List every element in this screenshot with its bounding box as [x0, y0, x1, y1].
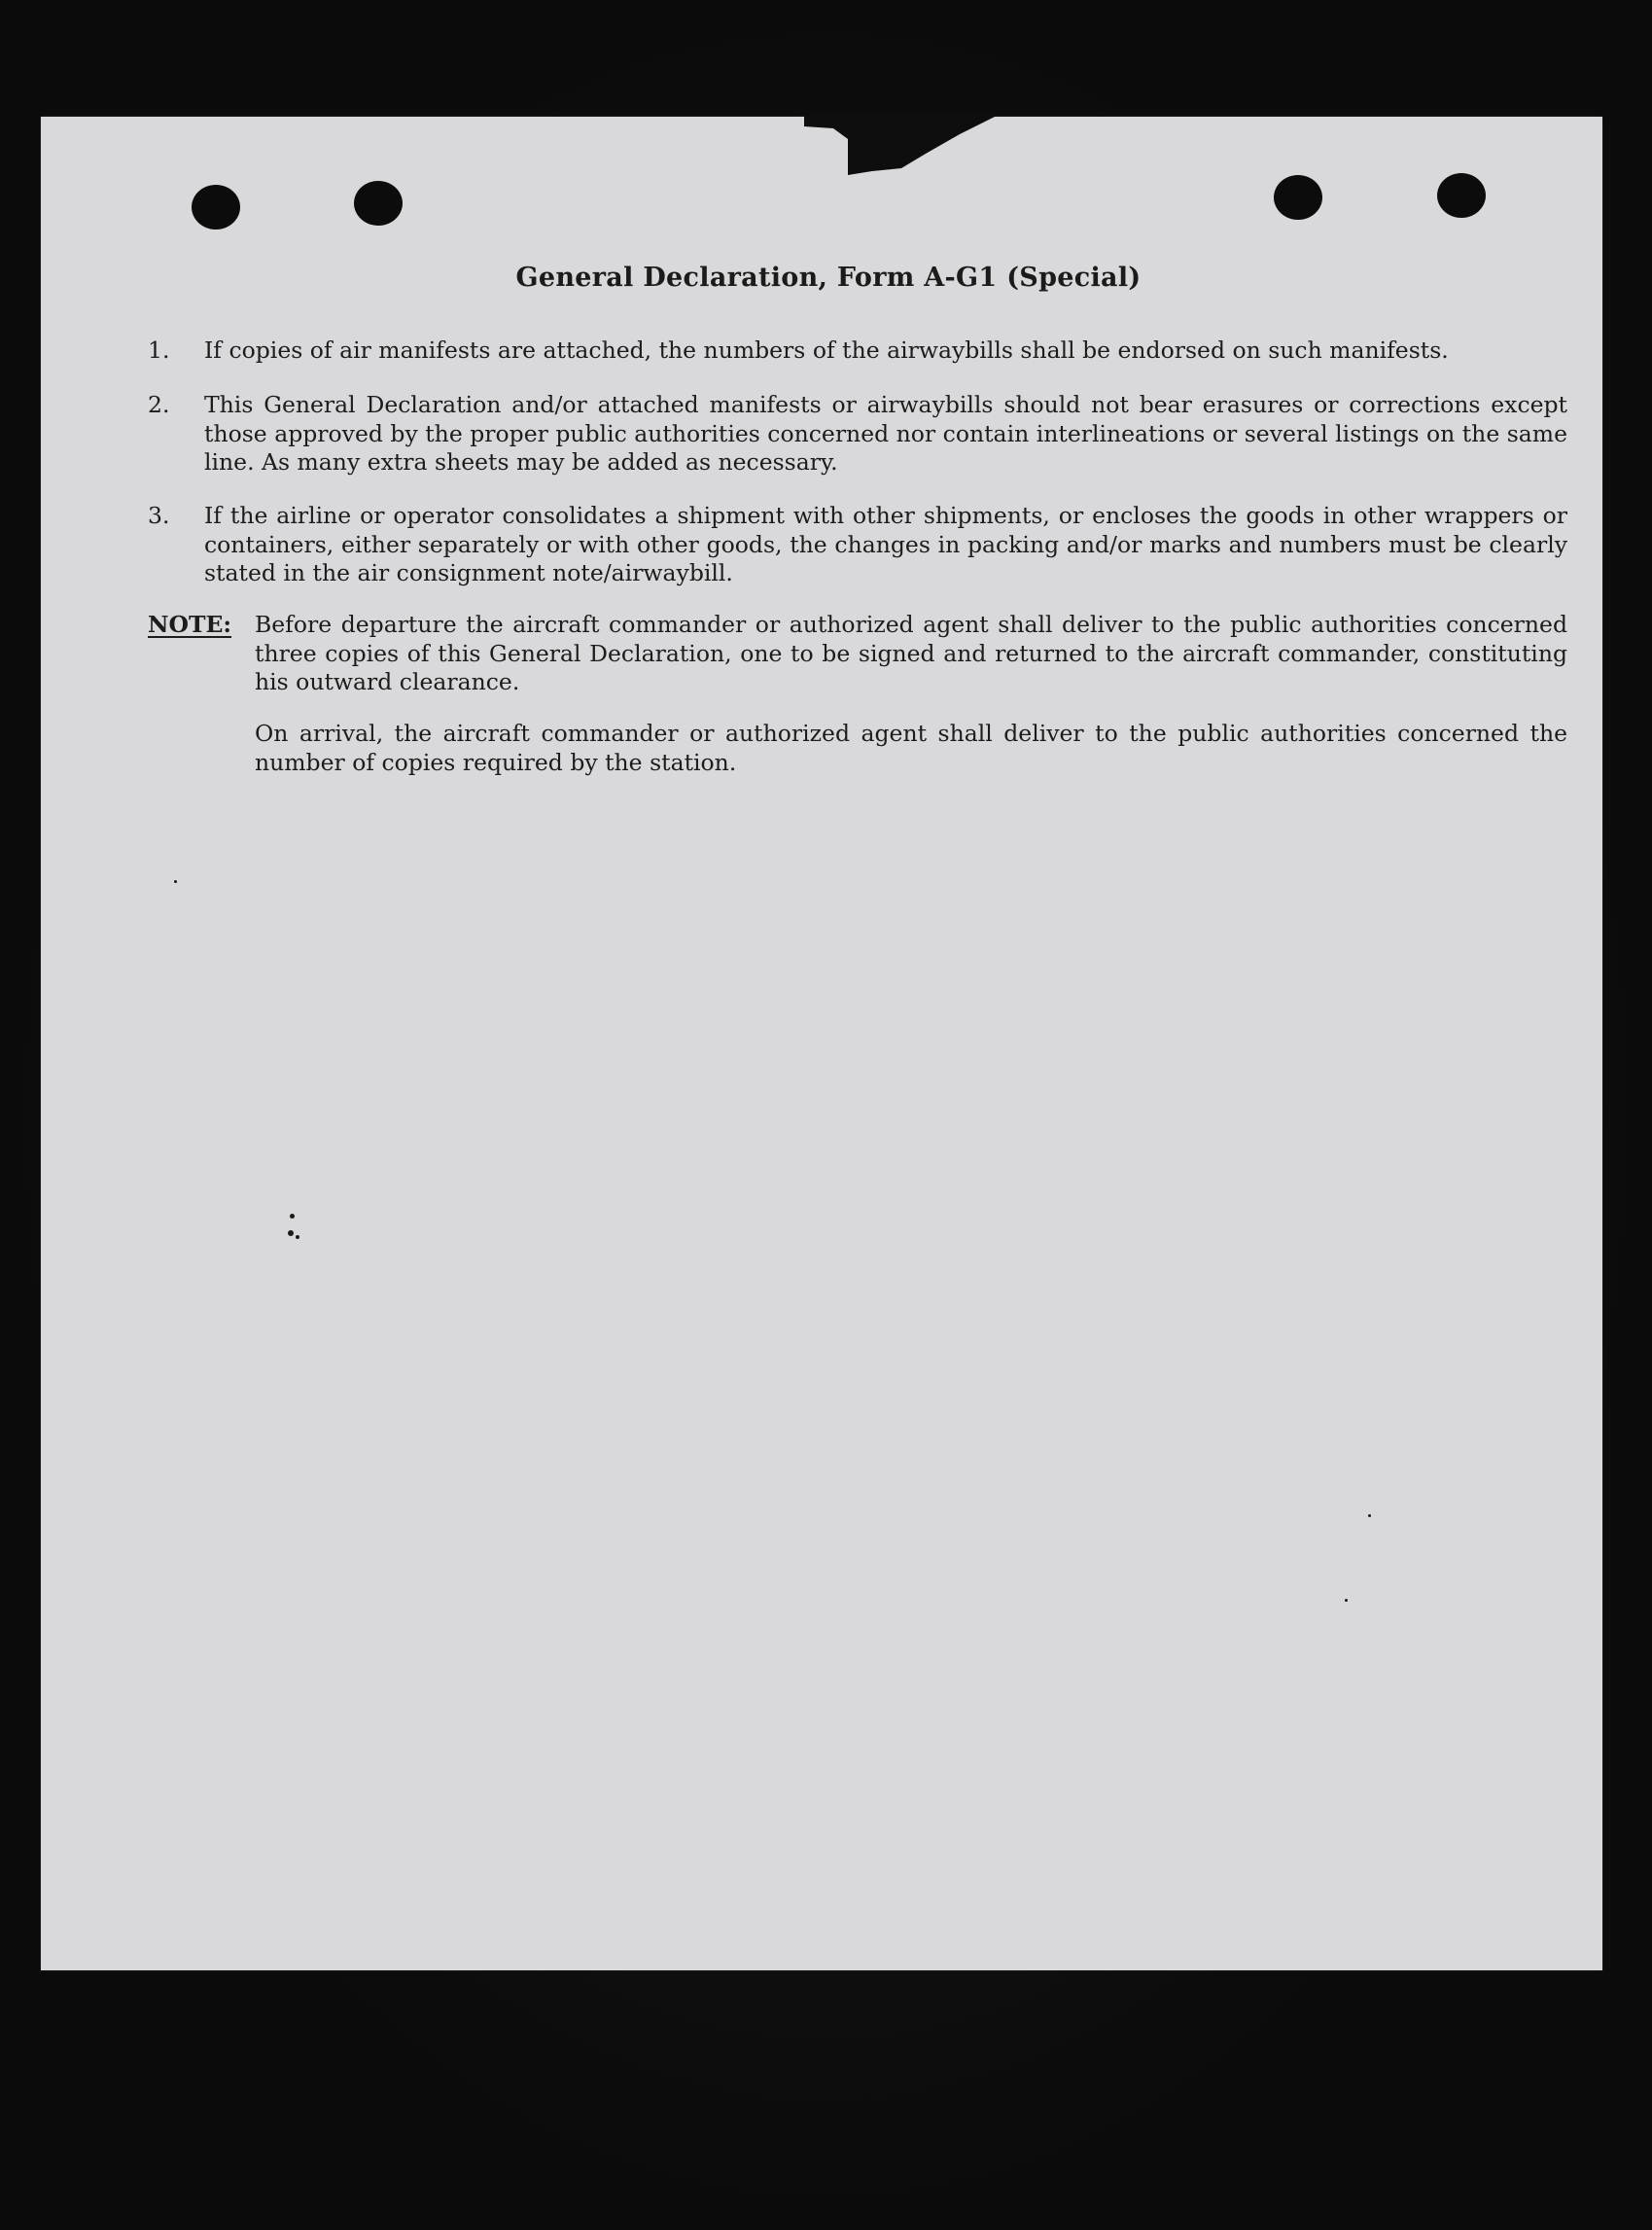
item-text: If the airline or operator consolidates a shipment with other shipments, or encloses the goods in other wrappers or containers, either separately or with other goods, the changes in packing and/or marks and numbers must be clearly stated in the air consignment note/airwaybill. [204, 502, 1567, 586]
ink-speck [288, 1230, 294, 1236]
item-number: 3. [148, 502, 170, 529]
item-text: If copies of air manifests are attached, the numbers of the airwaybills shall be endorsed on such manifests. [204, 336, 1449, 364]
document-page [41, 117, 1602, 1970]
punch-hole-3 [1274, 175, 1322, 220]
document-title: General Declaration, Form A-G1 (Special) [515, 263, 1142, 293]
item-text: This General Declaration and/or attached manifests or airwaybills should not bear erasures or corrections except those approved by the proper public authorities concerned nor contain interlineations or several listings on the same line. As many extra sheets may be added as necessary. [204, 391, 1567, 476]
punch-hole-4 [1437, 173, 1486, 218]
note-block [148, 611, 1567, 697]
note-block-2 [148, 720, 1567, 777]
note-paragraph-2: On arrival, the aircraft commander or authorized agent shall deliver to the public authorities concerned the number of copies required by the station. [255, 720, 1567, 776]
item-number: 2. [148, 391, 170, 418]
ink-speck [296, 1235, 299, 1239]
list-item [148, 336, 1567, 366]
ink-speck [290, 1214, 295, 1219]
ink-speck [1345, 1599, 1348, 1602]
note-paragraph-1: Before departure the aircraft commander or authorized agent shall deliver to the public authorities concerned three copies of this General Declaration, one to be signed and returned to the aircraft commander, constituting his outward clearance. [255, 611, 1567, 695]
punch-hole-2 [354, 181, 403, 226]
punch-hole-1 [192, 185, 240, 230]
list-item [148, 391, 1567, 478]
item-number: 1. [148, 336, 170, 364]
ink-speck [174, 880, 177, 883]
note-label: NOTE: [148, 611, 232, 638]
ink-speck [1368, 1514, 1371, 1517]
list-item [148, 502, 1567, 588]
torn-edge-mark [804, 115, 1057, 193]
